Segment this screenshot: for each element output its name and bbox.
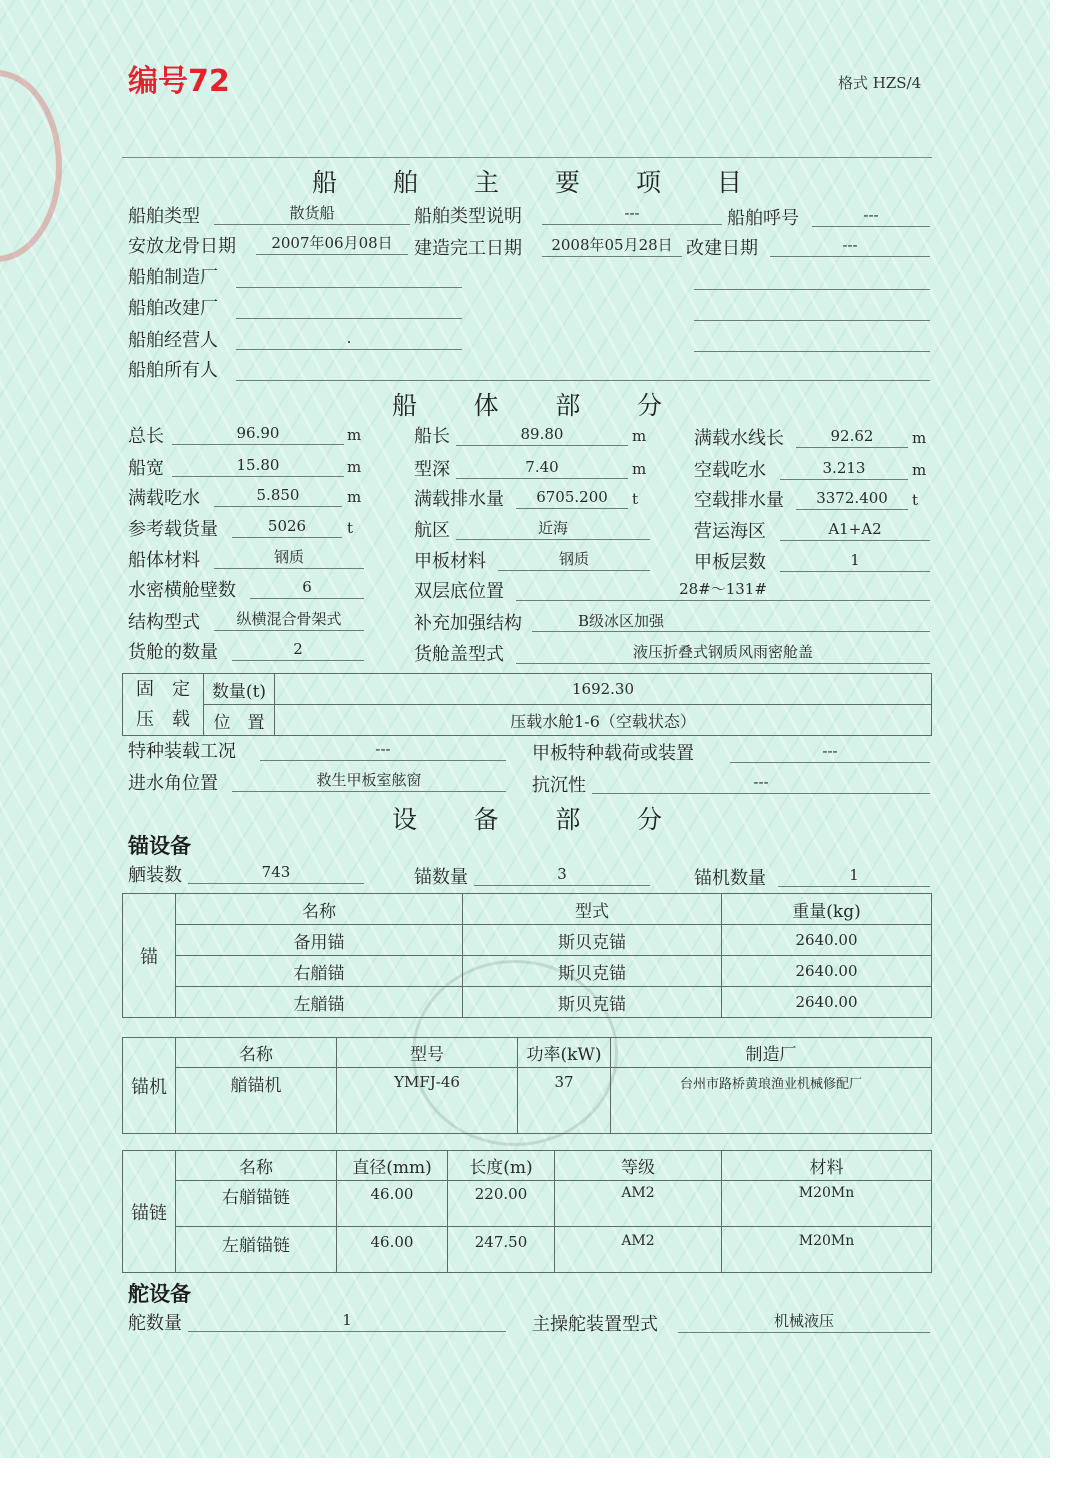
chain-row-2-grade: AM2 bbox=[555, 1227, 722, 1273]
section-title-char: 要 bbox=[554, 168, 580, 197]
label-owner: 船舶所有人 bbox=[128, 360, 218, 381]
chain-header-grade: 等级 bbox=[555, 1151, 722, 1181]
label-ref-cargo: 参考载货量 bbox=[128, 519, 218, 540]
value-full-disp: 6705.200 bbox=[516, 486, 628, 509]
label-light-draft: 空载吃水 bbox=[694, 460, 766, 481]
ballast-qty-label: 数量(t) bbox=[204, 674, 275, 705]
value-deck-special: --- bbox=[730, 740, 930, 763]
value-keel-date: 2007年06月08日 bbox=[256, 232, 408, 255]
value-depth: 7.40 bbox=[456, 456, 628, 479]
value-full-draft: 5.850 bbox=[214, 484, 342, 507]
form-code: 格式 HZS/4 bbox=[838, 74, 922, 92]
label-lwl: 满载水线长 bbox=[694, 428, 784, 449]
value-anti-sink: --- bbox=[592, 771, 930, 794]
label-double-bottom: 双层底位置 bbox=[414, 581, 504, 602]
unit-loa: m bbox=[347, 426, 362, 444]
chain-row-label: 锚链 bbox=[123, 1151, 176, 1273]
section-title-char: 分 bbox=[636, 805, 662, 834]
label-completion-date: 建造完工日期 bbox=[414, 238, 522, 259]
windlass-header-power: 功率(kW) bbox=[518, 1038, 611, 1068]
label-sea-area: 营运海区 bbox=[694, 521, 766, 542]
ballast-pos-value: 压载水舱1-6（空载状态） bbox=[275, 705, 932, 736]
section-title-char: 备 bbox=[473, 805, 499, 834]
unit-breadth: m bbox=[347, 458, 362, 476]
unit-ref-cargo: t bbox=[347, 519, 354, 537]
ballast-label-top: 固 定 bbox=[136, 678, 190, 700]
ballast-label-bottom: 压 载 bbox=[136, 708, 190, 730]
value-hatch: 液压折叠式钢质风雨密舱盖 bbox=[516, 641, 930, 664]
value-structure: 纵横混合骨架式 bbox=[214, 608, 364, 631]
value-lbp: 89.80 bbox=[456, 423, 628, 446]
section-title-char: 体 bbox=[473, 391, 499, 420]
value-call-sign: --- bbox=[812, 204, 930, 227]
chain-row-1-diameter: 46.00 bbox=[337, 1181, 448, 1227]
chain-header-length: 长度(m) bbox=[448, 1151, 555, 1181]
label-ship-type: 船舶类型 bbox=[128, 206, 200, 227]
value-completion-date: 2008年05月28日 bbox=[542, 234, 682, 257]
value-deck-material: 钢质 bbox=[498, 548, 650, 571]
label-depth: 型深 bbox=[414, 459, 450, 480]
value-owner bbox=[236, 358, 930, 381]
windlass-table bbox=[122, 1037, 932, 1134]
value-light-draft: 3.213 bbox=[780, 457, 908, 480]
ballast-table bbox=[122, 673, 932, 736]
section-title-char: 项 bbox=[635, 168, 661, 197]
value-ship-type: 散货船 bbox=[214, 202, 410, 225]
label-call-sign: 船舶呼号 bbox=[727, 208, 799, 229]
chain-row-2-name: 左艏锚链 bbox=[176, 1227, 337, 1273]
operator-extra-line bbox=[694, 329, 930, 352]
value-steering-type: 机械液压 bbox=[678, 1310, 930, 1333]
label-flood-angle: 进水角位置 bbox=[128, 773, 218, 794]
chain-header-name: 名称 bbox=[176, 1151, 337, 1181]
section-title-char: 舶 bbox=[392, 168, 418, 197]
label-hatch: 货舱盖型式 bbox=[414, 644, 504, 665]
anchor-header-weight: 重量(kg) bbox=[722, 894, 932, 925]
windlass-row-label: 锚机 bbox=[123, 1038, 176, 1134]
section-title-equipment bbox=[392, 800, 662, 836]
value-rudder-count: 1 bbox=[188, 1309, 506, 1332]
windlass-header-name: 名称 bbox=[176, 1038, 337, 1068]
ballast-label-cell bbox=[123, 674, 204, 736]
value-ref-cargo: 5026 bbox=[232, 515, 342, 538]
unit-full-disp: t bbox=[632, 490, 639, 508]
label-windlass-count: 锚机数量 bbox=[694, 868, 766, 889]
value-deck-count: 1 bbox=[780, 549, 930, 572]
section-title-char: 部 bbox=[555, 805, 581, 834]
rudder-equipment-title: 舵设备 bbox=[128, 1282, 191, 1306]
section-title-char: 目 bbox=[716, 168, 742, 197]
label-holds: 货舱的数量 bbox=[128, 642, 218, 663]
section-title-hull bbox=[392, 386, 662, 422]
label-rebuilder: 船舶改建厂 bbox=[128, 298, 218, 319]
section-title-char: 设 bbox=[392, 805, 418, 834]
value-light-disp: 3372.400 bbox=[796, 487, 908, 510]
anchor-row-1-type: 斯贝克锚 bbox=[463, 925, 722, 956]
label-nav-area: 航区 bbox=[414, 520, 450, 541]
value-double-bottom: 28#～131# bbox=[516, 578, 930, 601]
windlass-model: YMFJ-46 bbox=[337, 1068, 518, 1134]
anchor-row-3-name: 左艏锚 bbox=[176, 987, 463, 1018]
windlass-header-maker: 制造厂 bbox=[611, 1038, 932, 1068]
chain-row-1-material: M20Mn bbox=[722, 1181, 932, 1227]
label-anchor-count: 锚数量 bbox=[414, 867, 468, 888]
chain-row-2-material: M20Mn bbox=[722, 1227, 932, 1273]
anchor-row-2-type: 斯贝克锚 bbox=[463, 956, 722, 987]
value-rebuilder bbox=[236, 296, 462, 319]
value-sea-area: A1+A2 bbox=[780, 518, 930, 541]
rebuilder-extra-line bbox=[694, 298, 930, 321]
windlass-maker: 台州市路桥黄琅渔业机械修配厂 bbox=[611, 1068, 932, 1134]
label-keel-date: 安放龙骨日期 bbox=[128, 236, 236, 257]
label-deck-material: 甲板材料 bbox=[414, 551, 486, 572]
chain-row-1-grade: AM2 bbox=[555, 1181, 722, 1227]
windlass-name: 艏锚机 bbox=[176, 1068, 337, 1134]
unit-light-draft: m bbox=[912, 461, 927, 479]
value-holds: 2 bbox=[232, 638, 364, 661]
value-builder bbox=[236, 265, 462, 288]
windlass-power: 37 bbox=[518, 1068, 611, 1134]
value-special-load: --- bbox=[260, 738, 506, 761]
label-breadth: 船宽 bbox=[128, 458, 164, 479]
value-operator: . bbox=[236, 327, 462, 350]
section-title-char: 船 bbox=[312, 168, 338, 197]
label-structure: 结构型式 bbox=[128, 612, 200, 633]
chain-row-1-length: 220.00 bbox=[448, 1181, 555, 1227]
top-rule bbox=[122, 157, 932, 158]
anchor-row-3-type: 斯贝克锚 bbox=[463, 987, 722, 1018]
value-loa: 96.90 bbox=[172, 422, 344, 445]
value-rebuild-date: --- bbox=[770, 234, 930, 257]
label-deck-special: 甲板特种载荷或装置 bbox=[532, 743, 694, 764]
label-reinforcement: 补充加强结构 bbox=[414, 613, 522, 634]
anchor-row-1-name: 备用锚 bbox=[176, 925, 463, 956]
anchor-row-label: 锚 bbox=[123, 894, 176, 1018]
chain-row-1-name: 右艏锚链 bbox=[176, 1181, 337, 1227]
label-full-disp: 满载排水量 bbox=[414, 489, 504, 510]
value-lwl: 92.62 bbox=[796, 425, 908, 448]
builder-extra-line bbox=[694, 267, 930, 290]
label-light-disp: 空载排水量 bbox=[694, 490, 784, 511]
red-seal-stamp bbox=[0, 70, 62, 262]
label-loa: 总长 bbox=[128, 426, 164, 447]
label-steering-type: 主操舵装置型式 bbox=[532, 1314, 658, 1335]
label-operator: 船舶经营人 bbox=[128, 330, 218, 351]
chain-row-2-diameter: 46.00 bbox=[337, 1227, 448, 1273]
ballast-pos-label: 位 置 bbox=[204, 705, 275, 736]
value-anchor-count: 3 bbox=[474, 863, 650, 886]
anchor-header-name: 名称 bbox=[176, 894, 463, 925]
document-number: 编号72 bbox=[128, 64, 230, 99]
value-flood-angle: 救生甲板室舷窗 bbox=[232, 769, 506, 792]
chain-header-diameter: 直径(mm) bbox=[337, 1151, 448, 1181]
value-hull-material: 钢质 bbox=[214, 546, 364, 569]
chain-table bbox=[122, 1150, 932, 1273]
label-rebuild-date: 改建日期 bbox=[686, 238, 758, 259]
anchor-row-2-name: 右艏锚 bbox=[176, 956, 463, 987]
unit-lbp: m bbox=[632, 427, 647, 445]
value-windlass-count: 1 bbox=[778, 864, 930, 887]
label-anti-sink: 抗沉性 bbox=[532, 775, 586, 796]
label-rudder-count: 舵数量 bbox=[128, 1313, 182, 1334]
value-outfit-no: 743 bbox=[188, 861, 364, 884]
label-deck-count: 甲板层数 bbox=[694, 552, 766, 573]
label-hull-material: 船体材料 bbox=[128, 550, 200, 571]
label-special-load: 特种装载工况 bbox=[128, 741, 236, 762]
section-title-char: 主 bbox=[473, 168, 499, 197]
value-bulkheads: 6 bbox=[250, 576, 364, 599]
value-reinforcement: B级冰区加强 bbox=[532, 610, 930, 632]
label-outfit-no: 舾装数 bbox=[128, 865, 182, 886]
section-title-char: 部 bbox=[555, 391, 581, 420]
section-title-char: 分 bbox=[636, 391, 662, 420]
windlass-header-model: 型号 bbox=[337, 1038, 518, 1068]
label-full-draft: 满载吃水 bbox=[128, 488, 200, 509]
chain-header-material: 材料 bbox=[722, 1151, 932, 1181]
anchor-table bbox=[122, 893, 932, 1018]
unit-light-disp: t bbox=[912, 491, 919, 509]
section-title-char: 船 bbox=[392, 391, 418, 420]
section-title-main bbox=[312, 163, 742, 199]
unit-lwl: m bbox=[912, 429, 927, 447]
chain-row-2-length: 247.50 bbox=[448, 1227, 555, 1273]
value-nav-area: 近海 bbox=[456, 517, 650, 540]
anchor-row-2-weight: 2640.00 bbox=[722, 956, 932, 987]
ballast-qty-value: 1692.30 bbox=[275, 674, 932, 705]
anchor-row-1-weight: 2640.00 bbox=[722, 925, 932, 956]
unit-full-draft: m bbox=[347, 488, 362, 506]
unit-depth: m bbox=[632, 460, 647, 478]
anchor-header-type: 型式 bbox=[463, 894, 722, 925]
anchor-row-3-weight: 2640.00 bbox=[722, 987, 932, 1018]
label-builder: 船舶制造厂 bbox=[128, 267, 218, 288]
value-breadth: 15.80 bbox=[172, 454, 344, 477]
label-ship-type-desc: 船舶类型说明 bbox=[414, 206, 522, 227]
label-bulkheads: 水密横舱壁数 bbox=[128, 580, 236, 601]
value-ship-type-desc: --- bbox=[542, 202, 722, 225]
label-lbp: 船长 bbox=[414, 426, 450, 447]
anchor-equipment-title: 锚设备 bbox=[128, 834, 191, 858]
